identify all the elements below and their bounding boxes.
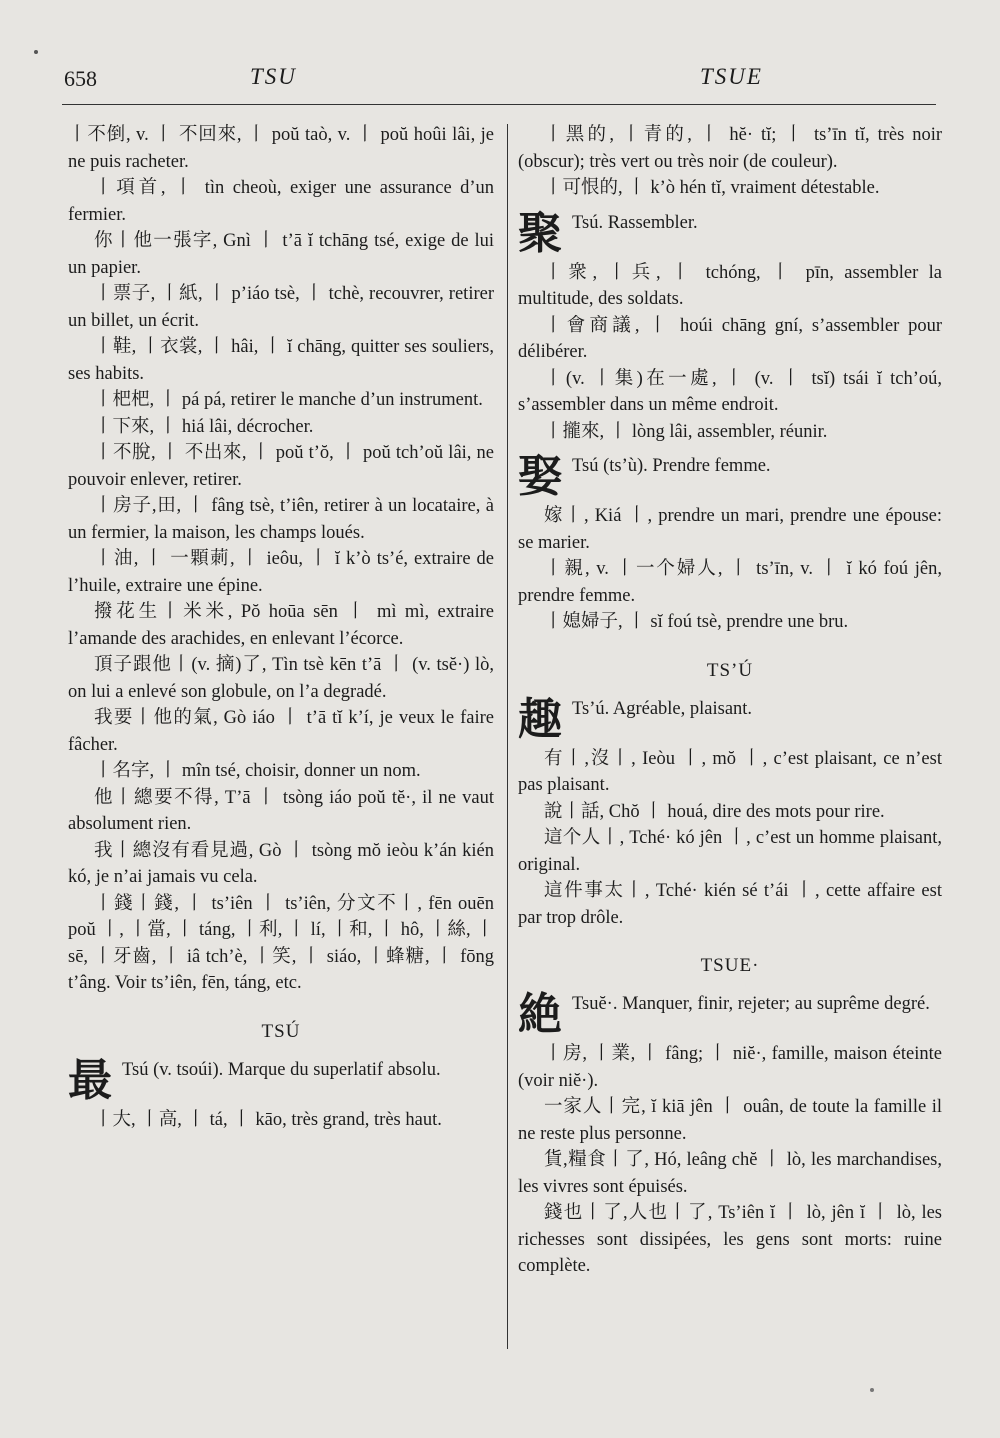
dictionary-entry: 丨媳婦子, 丨 sĭ foú tsè, prendre une bru. [544,612,849,632]
dictionary-entry: 頂子跟他丨(v. 摘)了, Tìn tsè kēn t’ā 丨 (v. tsĕ·) lò, on lui a enlevé son globule, on l’a degradé. [68,655,494,702]
ink-speck [34,50,38,54]
headword-block [518,693,942,745]
dictionary-entry: 丨錢丨錢, 丨 ts’iên 丨 ts’iên, 分文不丨, fēn ouēn poŭ 丨, 丨當, 丨 táng, 丨利, 丨 lí, 丨和, 丨 hô, 丨絲, 丨 sē, 丨牙齒, 丨 iâ tch’è, 丨笑, 丨 siáo, 丨蜂糖, 丨 fōng t’âng. Voir ts’iên, fēn, táng, etc. [68,893,494,993]
headword-character: 娶 [518,451,562,502]
dictionary-entry: 我丨總沒有看見過, Gò 丨 tsòng mŏ ieòu k’án kién kó, je n’ai jamais vu cela. [68,840,494,887]
dictionary-entry: 丨可恨的, 丨 k’ò hén tĭ, vraiment détestable. [544,178,880,198]
section-heading: TS’Ú [706,659,754,681]
headword-definition: Tsú. Rassembler. [572,212,698,233]
dictionary-entry: 丨大, 丨高, 丨 tá, 丨 kāo, très grand, très haut. [94,1109,442,1130]
dictionary-entry: 丨(v. 丨集)在一處, 丨 (v. 丨 tsĭ) tsái ĭ tch’oú, s’assembler dans un même endroit. [518,368,942,415]
left-column [68,122,494,1133]
running-head-right: TSUE [700,64,763,89]
section-heading: TSUE· [700,955,760,976]
dictionary-entry: 丨鞋, 丨衣裳, 丨 hâi, 丨 ĭ chāng, quitter ses souliers, ses habits. [68,337,494,384]
headword-block [518,207,942,259]
dictionary-entry: 丨親, v. 丨一个婦人, 丨 ts’īn, v. 丨 ĭ kó foú jên, prendre femme. [518,559,942,606]
dictionary-entry: 我要丨他的氣, Gò iáo 丨 t’ā tĭ k’í, je veux le faire fâcher. [68,708,494,755]
section-heading: TSÚ [261,1020,301,1042]
dictionary-entry: 丨房子,田, 丨 fâng tsè, t’iên, retirer à un locataire, à un fermier, la maison, les champs loués. [68,496,494,543]
page-number: 658 [64,66,97,91]
dictionary-entry: 丨不倒, v. 丨 不回來, 丨 poŭ taò, v. 丨 poŭ hoûi lâi, je ne puis racheter. [68,125,494,172]
dictionary-entry: 錢也丨了,人也丨了, Ts’iên ĭ 丨 lò, jên ĭ 丨 lò, les richesses sont dissipées, les gens sont morts: ruine complète. [518,1203,942,1276]
dictionary-entry: 他丨總要不得, T’ā 丨 tsòng iáo poŭ tĕ·, il ne vaut absolument rien. [68,787,494,834]
dictionary-entry: 丨不脫, 丨 不出來, 丨 poŭ t’ŏ, 丨 poŭ tch’oŭ lâi, ne pouvoir enlever, retirer. [68,443,494,490]
headword-definition: Tsú (v. tsoúi). Marque du superlatif absolu. [122,1059,441,1080]
headword-block [518,989,942,1040]
headword-character: 最 [68,1054,112,1106]
right-column [518,122,942,1280]
headword-character: 聚 [518,207,562,259]
page-header [60,62,940,102]
running-head-left: TSU [250,64,297,89]
headword-character: 絶 [518,989,562,1040]
headword-definition: Tsuĕ·. Manquer, finir, rejeter; au suprême degré. [572,994,930,1014]
dictionary-entry: 丨衆, 丨兵, 丨 tchóng, 丨 pīn, assembler la multitude, des soldats. [518,262,942,309]
dictionary-entry: 你丨他一張字, Gnì 丨 t’ā ĭ tchāng tsé, exige de lui un papier. [68,231,494,278]
dictionary-entry: 撥花生丨米米, Pŏ hoūa sēn 丨 mì mì, extraire l’amande des arachides, en enlevant l’écorce. [68,602,494,649]
headword-definition: Ts’ú. Agréable, plaisant. [572,698,753,719]
dictionary-entry: 丨項首, 丨 tìn cheoù, exiger une assurance d’un fermier. [68,178,494,225]
dictionary-entry: 說丨話, Chŏ 丨 houá, dire des mots pour rire. [544,801,885,822]
dictionary-entry: 丨下來, 丨 hiá lâi, décrocher. [94,416,314,437]
dictionary-entry: 丨會商議, 丨 hoúi chāng gní, s’assembler pour délibérer. [518,315,942,362]
dictionary-entry: 這个人丨, Tché· kó jên 丨, c’est un homme plaisant, original. [518,828,942,875]
dictionary-entry: 丨房, 丨業, 丨 fâng; 丨 niĕ·, famille, maison éteinte (voir niĕ·). [518,1044,942,1091]
dictionary-entry: 有丨,沒丨, Ieòu 丨, mŏ 丨, c’est plaisant, ce n’est pas plaisant. [518,748,942,795]
column-divider [507,124,508,1349]
dictionary-entry: 丨杷杷, 丨 pá pá, retirer le manche d’un instrument. [94,390,483,410]
headword-block [68,1054,494,1106]
ink-speck [870,1388,874,1392]
dictionary-entry: 這件事太丨, Tché· kién sé t’ái 丨, cette affaire est par trop drôle. [518,881,942,928]
headword-block [518,451,942,502]
dictionary-entry: 丨攏來, 丨 lòng lâi, assembler, réunir. [544,421,828,442]
dictionary-entry: 丨油, 丨 一顆莿, 丨 ieôu, 丨 ĭ k’ò ts’é, extraire de l’huile, extraire une épine. [68,549,494,596]
dictionary-entry: 貨,糧食丨了, Hó, leâng chĕ 丨 lò, les marchandises, les vivres sont épuisés. [518,1150,942,1197]
headword-definition: Tsú (ts’ù). Prendre femme. [572,456,771,476]
header-rule [62,104,936,105]
dictionary-entry: 丨票子, 丨紙, 丨 p’iáo tsè, 丨 tchè, recouvrer, retirer un billet, un écrit. [68,284,494,331]
dictionary-entry: 丨黑的, 丨青的, 丨 hĕ· tĭ; 丨 ts’īn tĭ, très noir (obscur); très vert ou très noir (de couleur). [518,125,942,172]
dictionary-entry: 丨名字, 丨 mîn tsé, choisir, donner un nom. [94,761,421,781]
dictionary-entry: 嫁丨, Kiá 丨, prendre un mari, prendre une épouse: se marier. [518,506,942,553]
dictionary-entry: 一家人丨完, ĭ kiā jên 丨 ouân, de toute la famille il ne reste plus personne. [518,1097,942,1144]
headword-character: 趣 [518,693,562,745]
